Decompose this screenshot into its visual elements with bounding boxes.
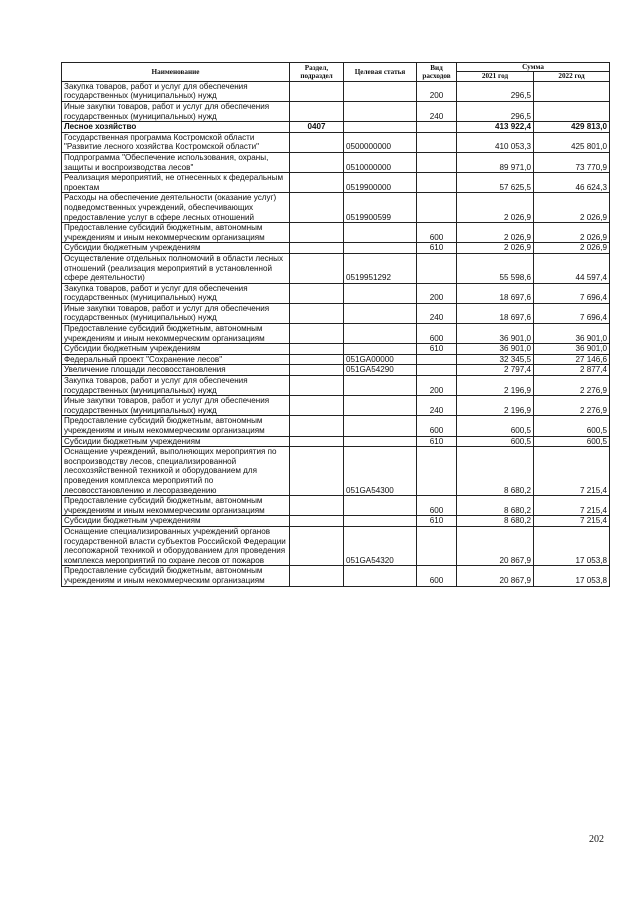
cell-name: Федеральный проект "Сохранение лесов" [62, 354, 290, 365]
table-row [62, 436, 610, 447]
cell-expense-type: 240 [417, 102, 457, 122]
cell-section [290, 447, 344, 496]
cell-sum-2022: 2 877,4 [534, 365, 610, 376]
table-row [62, 132, 610, 152]
table-row [62, 283, 610, 303]
cell-section [290, 324, 344, 344]
cell-target: 051GA54300 [344, 447, 417, 496]
cell-target [344, 396, 417, 416]
table-row [62, 193, 610, 223]
table-row [62, 447, 610, 496]
cell-sum-2022: 36 901,0 [534, 324, 610, 344]
cell-name: Закупка товаров, работ и услуг для обеспечения государственных (муниципальных) нужд [62, 81, 290, 101]
cell-name: Закупка товаров, работ и услуг для обеспечения государственных (муниципальных) нужд [62, 376, 290, 396]
cell-expense-type: 200 [417, 283, 457, 303]
cell-section [290, 132, 344, 152]
cell-name: Осуществление отдельных полномочий в области лесных отношений (реализация мероприятий в установленной сфере деятельности) [62, 253, 290, 283]
cell-section [290, 354, 344, 365]
cell-sum-2022: 7 215,4 [534, 496, 610, 516]
cell-sum-2022: 44 597,4 [534, 253, 610, 283]
cell-expense-type: 600 [417, 223, 457, 243]
cell-expense-type [417, 152, 457, 172]
cell-section [290, 436, 344, 447]
cell-target [344, 566, 417, 586]
cell-target [344, 496, 417, 516]
cell-name: Предоставление субсидий бюджетным, автономным учреждениям и иным некоммерческим организациям [62, 324, 290, 344]
cell-sum-2021: 36 901,0 [457, 324, 534, 344]
cell-sum-2021: 36 901,0 [457, 344, 534, 355]
cell-sum-2021: 2 196,9 [457, 376, 534, 396]
cell-sum-2022: 2 026,9 [534, 243, 610, 254]
cell-name: Предоставление субсидий бюджетным, автономным учреждениям и иным некоммерческим организациям [62, 223, 290, 243]
cell-section [290, 376, 344, 396]
cell-target [344, 81, 417, 101]
cell-sum-2021: 8 680,2 [457, 496, 534, 516]
cell-sum-2022: 17 053,8 [534, 566, 610, 586]
cell-section [290, 173, 344, 193]
budget-table [61, 62, 610, 587]
table-row [62, 303, 610, 323]
cell-sum-2022: 2 276,9 [534, 376, 610, 396]
cell-sum-2022: 17 053,8 [534, 526, 610, 565]
cell-section [290, 243, 344, 254]
cell-sum-2021: 89 971,0 [457, 152, 534, 172]
cell-expense-type [417, 122, 457, 133]
cell-expense-type: 200 [417, 81, 457, 101]
cell-section [290, 416, 344, 436]
cell-expense-type: 600 [417, 566, 457, 586]
table-row [62, 253, 610, 283]
cell-sum-2021: 600,5 [457, 416, 534, 436]
cell-name: Предоставление субсидий бюджетным, автономным учреждениям и иным некоммерческим организациям [62, 566, 290, 586]
table-row [62, 365, 610, 376]
cell-sum-2022: 7 215,4 [534, 516, 610, 527]
table-row [62, 496, 610, 516]
cell-name: Иные закупки товаров, работ и услуг для обеспечения государственных (муниципальных) нужд [62, 102, 290, 122]
cell-expense-type [417, 132, 457, 152]
cell-sum-2022: 7 215,4 [534, 447, 610, 496]
cell-sum-2022: 600,5 [534, 416, 610, 436]
cell-name: Увеличение площади лесовосстановления [62, 365, 290, 376]
cell-name: Иные закупки товаров, работ и услуг для обеспечения государственных (муниципальных) нужд [62, 396, 290, 416]
cell-name: Оснащение учреждений, выполняющих мероприятия по воспроизводству лесов, специализированной лесохозяйственной техникой и оборудованием для проведения комплекса мероприятий по лесовосстановлению и лесоразведению [62, 447, 290, 496]
cell-expense-type [417, 526, 457, 565]
cell-sum-2022: 73 770,9 [534, 152, 610, 172]
cell-sum-2021: 18 697,6 [457, 303, 534, 323]
table-row [62, 243, 610, 254]
cell-sum-2021: 2 026,9 [457, 193, 534, 223]
header-sum: Сумма [457, 63, 610, 72]
header-year-2021: 2021 год [457, 72, 534, 81]
cell-sum-2022: 429 813,0 [534, 122, 610, 133]
cell-section [290, 365, 344, 376]
cell-sum-2021: 2 196,9 [457, 396, 534, 416]
table-row [62, 516, 610, 527]
cell-sum-2021: 32 345,5 [457, 354, 534, 365]
cell-sum-2022: 7 696,4 [534, 283, 610, 303]
table-row [62, 376, 610, 396]
cell-sum-2021: 296,5 [457, 81, 534, 101]
cell-name: Оснащение специализированных учреждений органов государственной власти субъектов Российской Федерации лесопожарной техникой и оборудованием для проведения комплекса мероприятий по охране лесов от пожаров [62, 526, 290, 565]
cell-name: Субсидии бюджетным учреждениям [62, 516, 290, 527]
cell-target: 0519951292 [344, 253, 417, 283]
cell-expense-type [417, 173, 457, 193]
cell-target: 0519900599 [344, 193, 417, 223]
cell-section [290, 283, 344, 303]
cell-sum-2021: 20 867,9 [457, 526, 534, 565]
cell-name: Закупка товаров, работ и услуг для обеспечения государственных (муниципальных) нужд [62, 283, 290, 303]
cell-section [290, 223, 344, 243]
cell-target [344, 122, 417, 133]
cell-sum-2021: 413 922,4 [457, 122, 534, 133]
cell-section [290, 344, 344, 355]
table-row [62, 566, 610, 586]
cell-sum-2022: 425 801,0 [534, 132, 610, 152]
cell-sum-2022 [534, 81, 610, 101]
table-row [62, 526, 610, 565]
cell-expense-type: 610 [417, 243, 457, 254]
table-row [62, 354, 610, 365]
cell-target [344, 376, 417, 396]
table-body [62, 81, 610, 586]
cell-sum-2021: 18 697,6 [457, 283, 534, 303]
cell-sum-2021: 2 797,4 [457, 365, 534, 376]
table-row [62, 152, 610, 172]
cell-expense-type: 600 [417, 496, 457, 516]
cell-sum-2022: 36 901,0 [534, 344, 610, 355]
table-row [62, 81, 610, 101]
cell-target [344, 102, 417, 122]
cell-target: 0510000000 [344, 152, 417, 172]
table-row [62, 122, 610, 133]
cell-sum-2022: 27 146,6 [534, 354, 610, 365]
cell-name: Расходы на обеспечение деятельности (оказание услуг) подведомственных учреждений, обеспечивающих предоставление услуг в сфере лесных отношений [62, 193, 290, 223]
cell-target: 051GA00000 [344, 354, 417, 365]
header-name: Наименование [62, 63, 290, 82]
cell-name: Государственная программа Костромской области "Развитие лесного хозяйства Костромской области" [62, 132, 290, 152]
cell-target: 051GA54290 [344, 365, 417, 376]
cell-expense-type [417, 193, 457, 223]
header-year-2022: 2022 год [534, 72, 610, 81]
cell-sum-2021: 2 026,9 [457, 223, 534, 243]
cell-target [344, 344, 417, 355]
cell-section [290, 193, 344, 223]
cell-target [344, 416, 417, 436]
header-row-1 [62, 63, 610, 72]
cell-sum-2022: 2 026,9 [534, 223, 610, 243]
cell-name: Предоставление субсидий бюджетным, автономным учреждениям и иным некоммерческим организациям [62, 416, 290, 436]
cell-sum-2021: 20 867,9 [457, 566, 534, 586]
cell-section [290, 303, 344, 323]
cell-section [290, 81, 344, 101]
cell-section [290, 152, 344, 172]
cell-expense-type [417, 365, 457, 376]
cell-target [344, 303, 417, 323]
cell-expense-type: 240 [417, 396, 457, 416]
cell-target [344, 223, 417, 243]
cell-section [290, 102, 344, 122]
cell-name: Предоставление субсидий бюджетным, автономным учреждениям и иным некоммерческим организациям [62, 496, 290, 516]
page-number: 202 [589, 834, 604, 845]
cell-sum-2022: 600,5 [534, 436, 610, 447]
cell-section [290, 566, 344, 586]
cell-target [344, 324, 417, 344]
cell-target [344, 516, 417, 527]
table-row [62, 173, 610, 193]
cell-name: Субсидии бюджетным учреждениям [62, 243, 290, 254]
cell-sum-2022: 7 696,4 [534, 303, 610, 323]
cell-target [344, 243, 417, 254]
cell-sum-2022: 2 276,9 [534, 396, 610, 416]
cell-section [290, 396, 344, 416]
cell-expense-type [417, 354, 457, 365]
cell-expense-type: 600 [417, 416, 457, 436]
cell-target: 051GA54320 [344, 526, 417, 565]
cell-sum-2021: 57 625,5 [457, 173, 534, 193]
cell-sum-2021: 55 598,6 [457, 253, 534, 283]
cell-expense-type: 610 [417, 436, 457, 447]
cell-expense-type: 610 [417, 344, 457, 355]
cell-sum-2022: 46 624,3 [534, 173, 610, 193]
table-row [62, 396, 610, 416]
cell-sum-2021: 410 053,3 [457, 132, 534, 152]
cell-sum-2021: 8 680,2 [457, 516, 534, 527]
cell-sum-2021: 2 026,9 [457, 243, 534, 254]
cell-section [290, 526, 344, 565]
cell-name: Субсидии бюджетным учреждениям [62, 344, 290, 355]
cell-sum-2021: 8 680,2 [457, 447, 534, 496]
header-section: Раздел, подраздел [290, 63, 344, 82]
cell-sum-2022: 2 026,9 [534, 193, 610, 223]
cell-target [344, 283, 417, 303]
cell-sum-2022 [534, 102, 610, 122]
cell-name: Иные закупки товаров, работ и услуг для обеспечения государственных (муниципальных) нужд [62, 303, 290, 323]
cell-name: Лесное хозяйство [62, 122, 290, 133]
table-row [62, 102, 610, 122]
cell-expense-type: 200 [417, 376, 457, 396]
cell-sum-2021: 600,5 [457, 436, 534, 447]
cell-section [290, 253, 344, 283]
table-row [62, 223, 610, 243]
cell-target [344, 436, 417, 447]
cell-expense-type [417, 253, 457, 283]
header-target: Целевая статья [344, 63, 417, 82]
cell-expense-type: 610 [417, 516, 457, 527]
cell-name: Реализация мероприятий, не отнесенных к федеральным проектам [62, 173, 290, 193]
cell-expense-type [417, 447, 457, 496]
cell-section [290, 496, 344, 516]
cell-expense-type: 240 [417, 303, 457, 323]
table-row [62, 344, 610, 355]
cell-expense-type: 600 [417, 324, 457, 344]
cell-section [290, 516, 344, 527]
cell-sum-2021: 296,5 [457, 102, 534, 122]
table-row [62, 324, 610, 344]
header-expense-type: Вид расходов [417, 63, 457, 82]
table-row [62, 416, 610, 436]
cell-target: 0500000000 [344, 132, 417, 152]
cell-name: Подпрограмма "Обеспечение использования, охраны, защиты и воспроизводства лесов" [62, 152, 290, 172]
cell-target: 0519900000 [344, 173, 417, 193]
cell-name: Субсидии бюджетным учреждениям [62, 436, 290, 447]
cell-section: 0407 [290, 122, 344, 133]
